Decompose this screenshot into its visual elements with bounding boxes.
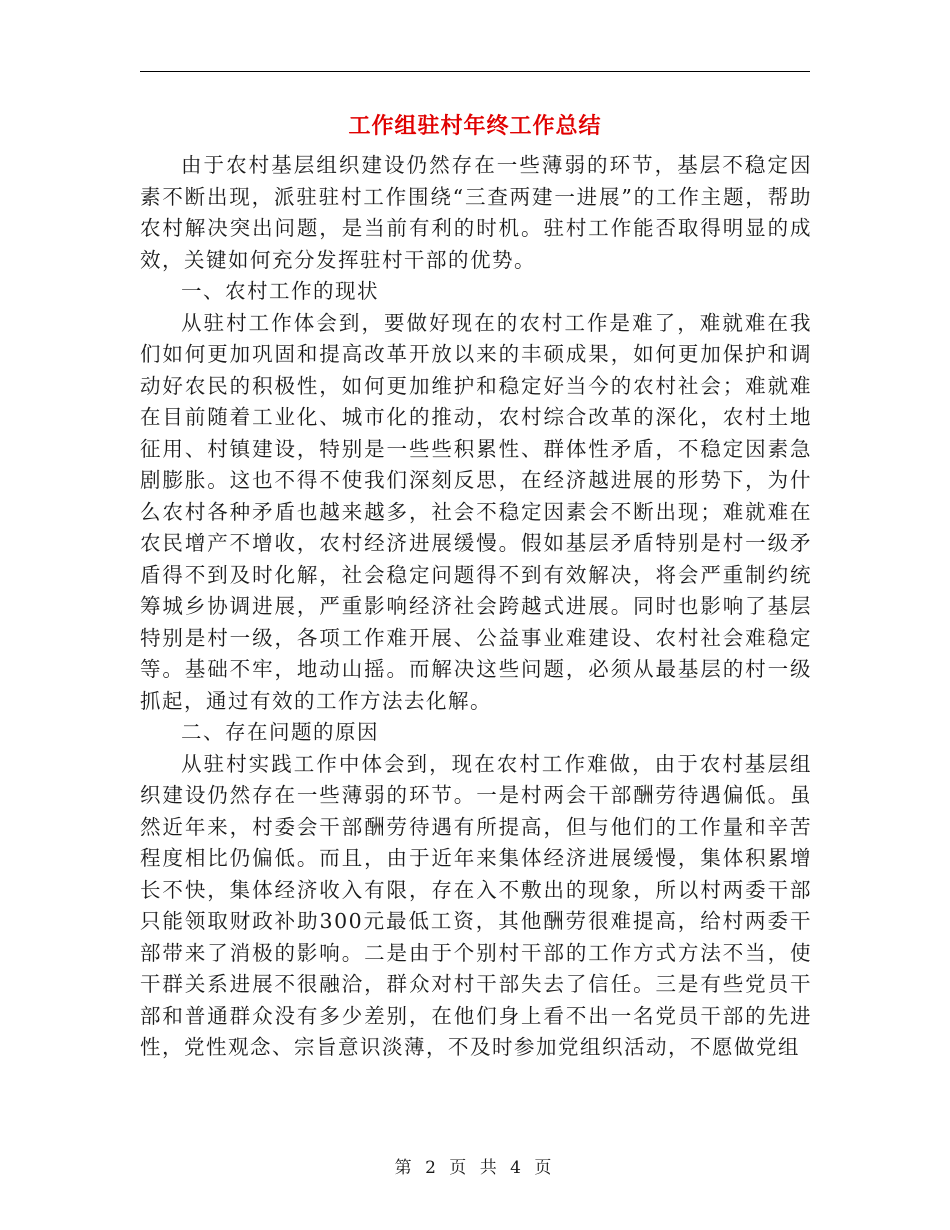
section-1-paragraph: 从驻村工作体会到，要做好现在的农村工作是难了，难就难在我们如何更加巩固和提高改革开放以来的丰硕成果，如何更加保护和调动好农民的积极性，如何更加维护和稳定好当今的农村社会；难就难在目前随着工业化、城市化的推动，农村综合改革的深化，农村土地征用、村镇建设，特别是一些些积累性、群体性矛盾，不稳定因素急剧膨胀。这也不得不使我们深刻反思，在经济越进展的形势下，为什么农村各种矛盾也越来越多，社会不稳定因素会不断出现；难就难在农民增产不增收，农村经济进展缓慢。假如基层矛盾特别是村一级矛盾得不到及时化解，社会稳定问题得不到有效解决，将会严重制约统筹城乡协调进展，严重影响经济社会跨越式进展。同时也影响了基层特别是村一级，各项工作难开展、公益事业难建设、农村社会难稳定等。基础不牢，地动山摇。而解决这些问题，必须从最基层的村一级抓起，通过有效的工作方法去化解。	[140, 310, 812, 713]
section-2-paragraph: 从驻村实践工作中体会到，现在农村工作难做，由于农村基层组织建设仍然存在一些薄弱的环节。一是村两会干部酬劳待遇偏低。虽然近年来，村委会干部酬劳待遇有所提高，但与他们的工作量和辛苦程度相比仍偏低。而且，由于近年来集体经济进展缓慢，集体积累增长不快，集体经济收入有限，存在入不敷出的现象，所以村两委干部只能领取财政补助300元最低工资，其他酬劳很难提高，给村两委干部带来了消极的影响。二是由于个别村干部的工作方式方法不当，使干群关系进展不很融洽，群众对村干部失去了信任。三是有些党员干部和普通群众没有多少差别，在他们身上看不出一名党员干部的先进性，党性观念、宗旨意识淡薄，不及时参加党组织活动，不愿做党组	[140, 751, 812, 1059]
page-number-footer: 第 2 页 共 4 页	[394, 1158, 556, 1178]
document-body	[140, 150, 812, 1064]
intro-paragraph: 由于农村基层组织建设仍然存在一些薄弱的环节，基层不稳定因素不断出现，派驻驻村工作围绕“三查两建一进展”的工作主题，帮助农村解决突出问题，是当前有利的时机。驻村工作能否取得明显的成效，关键如何充分发挥驻村干部的优势。	[140, 153, 812, 272]
section-heading-2: 二、存在问题的原因	[181, 720, 379, 744]
document-title: 工作组驻村年终工作总结	[348, 113, 602, 139]
header-rule	[140, 71, 810, 72]
section-heading-1: 一、农村工作的现状	[181, 279, 379, 303]
